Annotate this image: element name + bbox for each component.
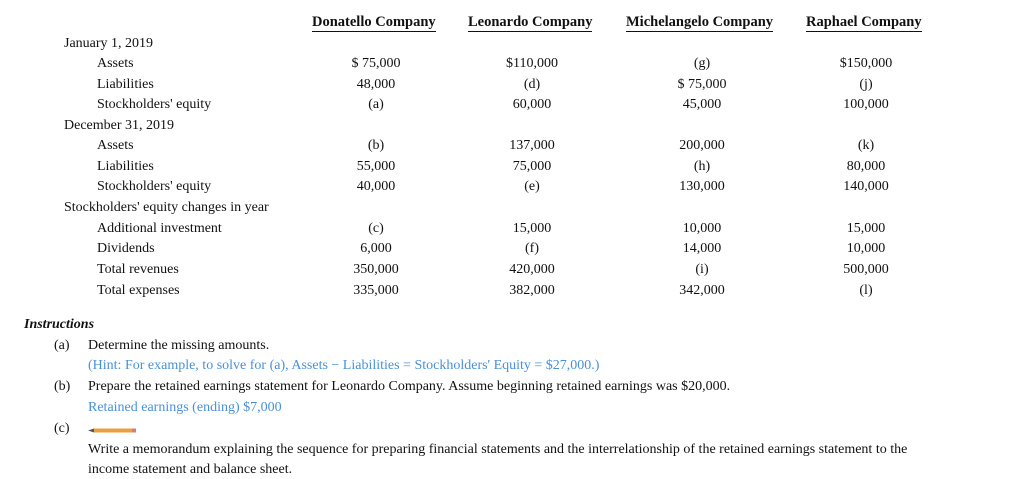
row-label: Total expenses <box>97 283 180 298</box>
table-cell: 14,000 <box>682 241 722 256</box>
table-cell: (g) <box>693 56 711 71</box>
table-cell: 10,000 <box>846 241 886 256</box>
row-label: Stockholders' equity <box>97 179 212 194</box>
row-label: Liabilities <box>97 159 154 174</box>
table-cell: 48,000 <box>356 77 396 92</box>
row-label: Liabilities <box>97 77 154 92</box>
table-cell: (i) <box>695 262 709 277</box>
table-cell: 200,000 <box>679 138 725 153</box>
table-cell: $150,000 <box>839 56 893 71</box>
row-label: Additional investment <box>97 221 222 236</box>
table-cell: (j) <box>859 77 873 92</box>
table-cell: 130,000 <box>679 179 725 194</box>
table-cell: (l) <box>859 283 873 298</box>
row-label: Stockholders' equity <box>97 97 212 112</box>
row-label: Assets <box>97 56 134 71</box>
table-cell: 55,000 <box>356 159 396 174</box>
table-cell: 350,000 <box>353 262 399 277</box>
table-cell: $ 75,000 <box>351 56 401 71</box>
table-cell: (c) <box>368 221 384 236</box>
column-header-donatello: Donatello Company <box>312 14 436 30</box>
table-cell: 15,000 <box>846 221 886 236</box>
table-cell: 45,000 <box>682 97 722 112</box>
instruction-b-text: Prepare the retained earnings statement for Leonardo Company. Assume beginning retained earnings was $20,000. <box>88 379 731 394</box>
instruction-a-marker: (a) <box>54 338 70 353</box>
table-cell: 500,000 <box>843 262 889 277</box>
table-cell: 60,000 <box>512 97 552 112</box>
table-cell: 335,000 <box>353 283 399 298</box>
instruction-a-text: Determine the missing amounts. <box>88 338 270 353</box>
column-header-raphael: Raphael Company <box>806 14 922 30</box>
table-cell: 15,000 <box>512 221 552 236</box>
table-cell: 80,000 <box>846 159 886 174</box>
table-cell: (h) <box>693 159 711 174</box>
table-cell: 10,000 <box>682 221 722 236</box>
table-cell: (a) <box>368 97 384 112</box>
row-label: Assets <box>97 138 134 153</box>
row-label: Dividends <box>97 241 155 256</box>
instruction-c-marker: (c) <box>54 421 70 436</box>
instruction-c-text-line2: income statement and balance sheet. <box>88 462 293 477</box>
table-cell: 40,000 <box>356 179 396 194</box>
instruction-b-answer: Retained earnings (ending) $7,000 <box>88 400 282 415</box>
section-january: January 1, 2019 <box>64 36 154 51</box>
section-december: December 31, 2019 <box>64 118 175 133</box>
row-label: Total revenues <box>97 262 179 277</box>
table-cell: (k) <box>857 138 875 153</box>
table-cell: 137,000 <box>509 138 555 153</box>
column-header-michelangelo: Michelangelo Company <box>626 14 774 30</box>
table-cell: 382,000 <box>509 283 555 298</box>
instruction-c-text-line1: Write a memorandum explaining the sequence for preparing financial statements and the interrelationship of the retained earnings statement to the <box>88 442 908 457</box>
table-cell: (d) <box>523 77 541 92</box>
pencil-icon <box>88 428 136 433</box>
table-cell: 75,000 <box>512 159 552 174</box>
table-cell: 420,000 <box>509 262 555 277</box>
section-equity-changes: Stockholders' equity changes in year <box>64 200 269 215</box>
instruction-b-marker: (b) <box>54 379 71 394</box>
column-header-leonardo: Leonardo Company <box>468 14 593 30</box>
instruction-a-hint: (Hint: For example, to solve for (a), Assets − Liabilities = Stockholders' Equity = $27,000.) <box>88 358 600 373</box>
table-cell: $ 75,000 <box>677 77 727 92</box>
table-cell: $110,000 <box>506 56 558 71</box>
table-cell: (f) <box>525 241 539 256</box>
table-cell: (b) <box>367 138 385 153</box>
table-cell: (e) <box>524 179 540 194</box>
table-cell: 6,000 <box>360 241 392 256</box>
table-cell: 342,000 <box>679 283 725 298</box>
table-cell: 140,000 <box>843 179 889 194</box>
table-cell: 100,000 <box>843 97 889 112</box>
instructions-title: Instructions <box>24 317 95 332</box>
